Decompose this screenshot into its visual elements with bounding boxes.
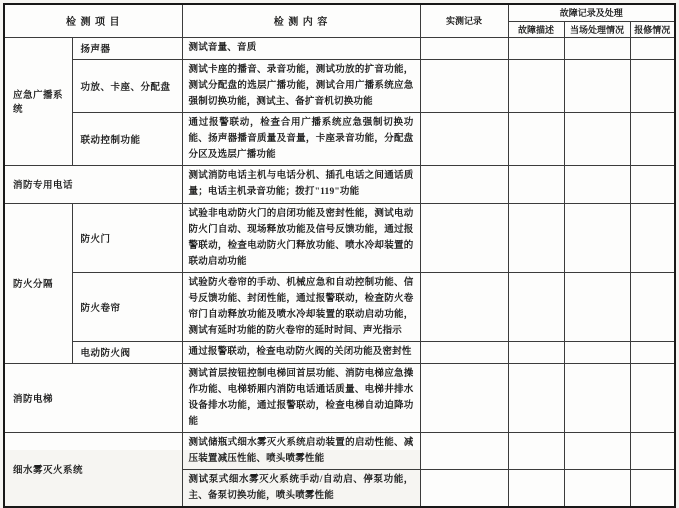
- fault-desc-cell: [508, 203, 564, 272]
- repair-cell: [630, 469, 675, 507]
- system-cell: 应急广播系统: [4, 37, 72, 165]
- fault-desc-cell: [508, 272, 564, 341]
- onsite-cell: [564, 272, 630, 341]
- repair-cell: [630, 112, 675, 165]
- system-cell: 防火分隔: [4, 203, 72, 363]
- inspection-table: [3, 3, 676, 508]
- record-cell: [420, 432, 508, 469]
- record-cell: [420, 203, 508, 272]
- fault-desc-cell: [508, 59, 564, 112]
- table-row: [4, 59, 675, 112]
- item-cell: 功放、卡座、分配盘: [72, 59, 182, 112]
- content-cell: 测试消防电话主机与电话分机、插孔电话之间通话质量；电话主机录音功能；拨打"119"功能: [182, 165, 420, 203]
- record-cell: [420, 363, 508, 432]
- header-inspection-item: 检 测 项 目: [4, 4, 182, 37]
- record-cell: [420, 59, 508, 112]
- item-cell: 扬声器: [72, 37, 182, 59]
- content-cell: 通过报警联动，检查电动防火阀的关闭功能及密封性: [182, 341, 420, 363]
- content-cell: 测试泵式细水雾灭火系统手动/自动启、停泵功能，主、备泵切换功能，喷头喷雾性能: [182, 469, 420, 507]
- content-cell: 试验非电动防火门的启闭功能及密封性能，测试电动防火门自动、现场释放功能及信号反馈功能，通过报警联动，检查电动防火门释放功能、喷水冷却装置的联动启动功能: [182, 203, 420, 272]
- table-row: [4, 272, 675, 341]
- item-cell: 防火门: [72, 203, 182, 272]
- table-row: [4, 203, 675, 272]
- system-cell: 消防电梯: [4, 363, 182, 432]
- repair-cell: [630, 432, 675, 469]
- header-fault-description: 故障描述: [508, 21, 564, 37]
- fault-desc-cell: [508, 363, 564, 432]
- table-row: [4, 37, 675, 59]
- repair-cell: [630, 203, 675, 272]
- scanned-document-page: [3, 3, 674, 501]
- repair-cell: [630, 37, 675, 59]
- fault-desc-cell: [508, 165, 564, 203]
- table-row: [4, 432, 675, 469]
- item-cell: 联动控制功能: [72, 112, 182, 165]
- onsite-cell: [564, 363, 630, 432]
- system-cell: 消防专用电话: [4, 165, 182, 203]
- fault-desc-cell: [508, 341, 564, 363]
- onsite-cell: [564, 432, 630, 469]
- onsite-cell: [564, 59, 630, 112]
- header-fault-group: 故障记录及处理: [508, 4, 675, 21]
- record-cell: [420, 165, 508, 203]
- repair-cell: [630, 272, 675, 341]
- table-row: [4, 112, 675, 165]
- table-row: [4, 341, 675, 363]
- onsite-cell: [564, 112, 630, 165]
- content-cell: 测试储瓶式细水雾灭火系统启动装置的启动性能、减压装置减压性能、喷头喷雾性能: [182, 432, 420, 469]
- onsite-cell: [564, 203, 630, 272]
- header-repair-status: 报修情况: [630, 21, 675, 37]
- header-onsite-handling: 当场处理情况: [564, 21, 630, 37]
- content-cell: 通过报警联动，检查合用广播系统应急强制切换功能、扬声器播音质量及音量，卡座录音功能，分配盘分区及选层广播功能: [182, 112, 420, 165]
- table-row: [4, 363, 675, 432]
- onsite-cell: [564, 37, 630, 59]
- onsite-cell: [564, 469, 630, 507]
- onsite-cell: [564, 341, 630, 363]
- onsite-cell: [564, 165, 630, 203]
- record-cell: [420, 112, 508, 165]
- fault-desc-cell: [508, 469, 564, 507]
- repair-cell: [630, 59, 675, 112]
- fault-desc-cell: [508, 37, 564, 59]
- item-cell: 电动防火阀: [72, 341, 182, 363]
- record-cell: [420, 469, 508, 507]
- table-row: [4, 165, 675, 203]
- content-cell: 测试首层按钮控制电梯回首层功能、消防电梯应急操作功能、电梯轿厢内消防电话通话质量、电梯井排水设备排水功能，通过报警联动，检查电梯自动迫降功能: [182, 363, 420, 432]
- repair-cell: [630, 363, 675, 432]
- record-cell: [420, 272, 508, 341]
- header-inspection-content: 检 测 内 容: [182, 4, 420, 37]
- record-cell: [420, 37, 508, 59]
- content-cell: 测试卡座的播音、录音功能，测试功放的扩音功能，测试分配盘的选层广播功能，测试合用广播系统应急强制切换功能，测试主、备扩音机切换功能: [182, 59, 420, 112]
- content-cell: 测试音量、音质: [182, 37, 420, 59]
- fault-desc-cell: [508, 112, 564, 165]
- system-cell: 细水雾灭火系统: [4, 432, 182, 507]
- content-cell: 试验防火卷帘的手动、机械应急和自动控制功能、信号反馈功能、封闭性能，通过报警联动，检查防火卷帘门自动释放功能及喷水冷却装置的联动启动功能，测试有延时功能的防火卷帘的延时时间、声光指示: [182, 272, 420, 341]
- repair-cell: [630, 341, 675, 363]
- item-cell: 防火卷帘: [72, 272, 182, 341]
- repair-cell: [630, 165, 675, 203]
- header-measured-record: 实测记录: [420, 4, 508, 37]
- record-cell: [420, 341, 508, 363]
- fault-desc-cell: [508, 432, 564, 469]
